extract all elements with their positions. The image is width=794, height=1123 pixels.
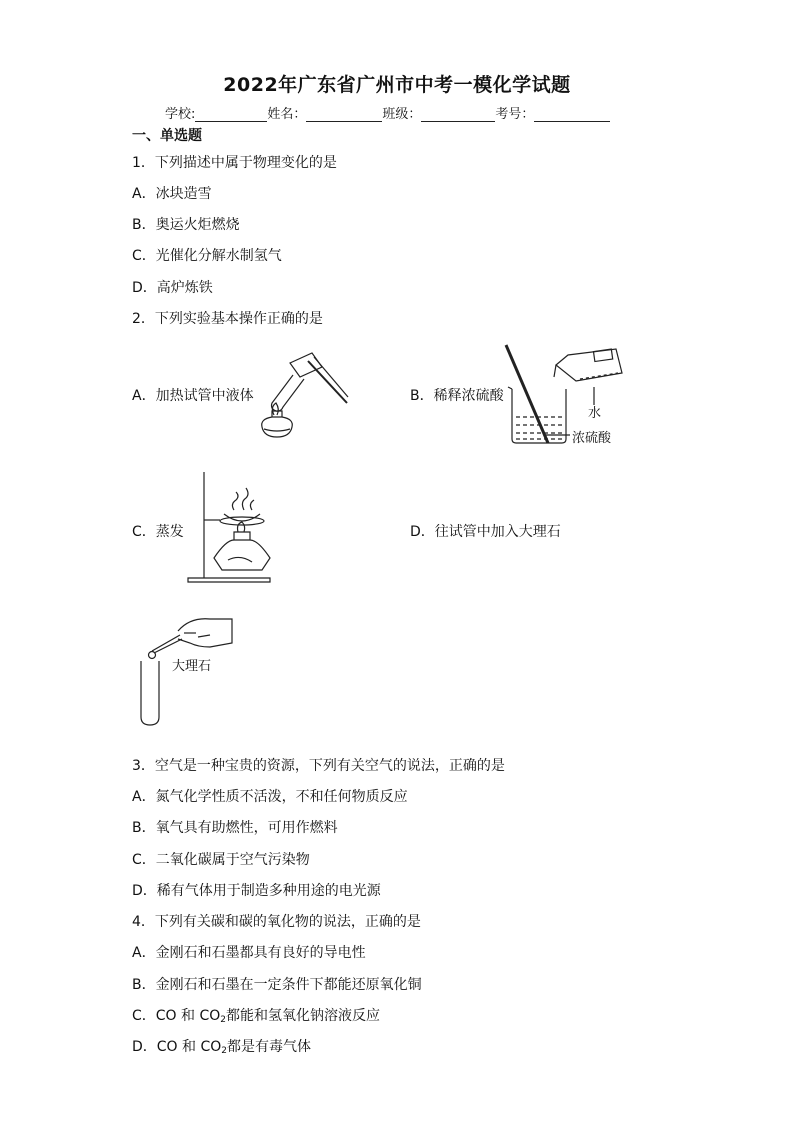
q4-c-subscript: 2 — [220, 1015, 226, 1025]
evaporation-figure — [186, 470, 276, 585]
class-label: 班级： — [382, 107, 422, 122]
exam-no-label: 考号： — [495, 107, 535, 122]
q1-option-d[interactable]: D．高炉炼铁 — [132, 280, 213, 296]
q4-stem: 4．下列有关碳和碳的氧化物的说法，正确的是 — [132, 914, 421, 930]
q3-option-b[interactable]: B．氧气具有助燃性，可用作燃料 — [132, 820, 338, 836]
class-blank[interactable] — [421, 107, 495, 122]
student-info-row — [165, 103, 610, 122]
conc-acid-label: 浓硫酸 — [572, 431, 612, 446]
q4-d-text-1: D．CO 和 CO — [132, 1039, 222, 1055]
q2-stem: 2．下列实验基本操作正确的是 — [132, 311, 323, 327]
heating-test-tube-figure — [250, 345, 350, 440]
q4-option-c[interactable] — [132, 1005, 380, 1025]
q1-stem: 1．下列描述中属于物理变化的是 — [132, 155, 337, 171]
marble-label: 大理石 — [172, 659, 212, 674]
name-blank[interactable] — [306, 107, 382, 122]
q4-option-d[interactable] — [132, 1036, 311, 1056]
school-blank[interactable] — [195, 107, 267, 122]
q4-c-text-1: C．CO 和 CO — [132, 1008, 221, 1024]
q1-option-c[interactable]: C．光催化分解水制氢气 — [132, 248, 282, 264]
q3-option-c[interactable]: C．二氧化碳属于空气污染物 — [132, 852, 310, 868]
q3-stem: 3．空气是一种宝贵的资源，下列有关空气的说法，正确的是 — [132, 758, 505, 774]
q4-option-a[interactable]: A．金刚石和石墨都具有良好的导电性 — [132, 945, 366, 961]
q1-option-b[interactable]: B．奥运火炬燃烧 — [132, 217, 240, 233]
q4-d-subscript: 2 — [221, 1046, 228, 1056]
q2-option-a[interactable]: A．加热试管中液体 — [132, 388, 254, 404]
school-label: 学校: — [165, 107, 196, 122]
exam-no-blank[interactable] — [534, 107, 610, 122]
q4-option-b[interactable]: B．金刚石和石墨在一定条件下都能还原氧化铜 — [132, 977, 422, 993]
q1-option-a[interactable]: A．冰块造雪 — [132, 186, 212, 202]
q4-d-text-2: 都是有毒气体 — [227, 1039, 312, 1055]
q2-option-b[interactable]: B．稀释浓硫酸 — [410, 388, 504, 404]
name-label: 姓名： — [267, 107, 307, 122]
q3-option-d[interactable]: D．稀有气体用于制造多种用途的电光源 — [132, 883, 381, 899]
q2-option-c[interactable]: C．蒸发 — [132, 524, 184, 540]
section-title: 一、单选题 — [132, 128, 202, 144]
water-label: 水 — [588, 406, 602, 421]
q2-option-d[interactable]: D．往试管中加入大理石 — [410, 524, 561, 540]
page-title: 2022年广东省广州市中考一模化学试题 — [223, 74, 571, 96]
q4-c-text-2: 都能和氢氧化钠溶液反应 — [226, 1008, 380, 1024]
q3-option-a[interactable]: A．氮气化学性质不活泼，不和任何物质反应 — [132, 789, 408, 805]
